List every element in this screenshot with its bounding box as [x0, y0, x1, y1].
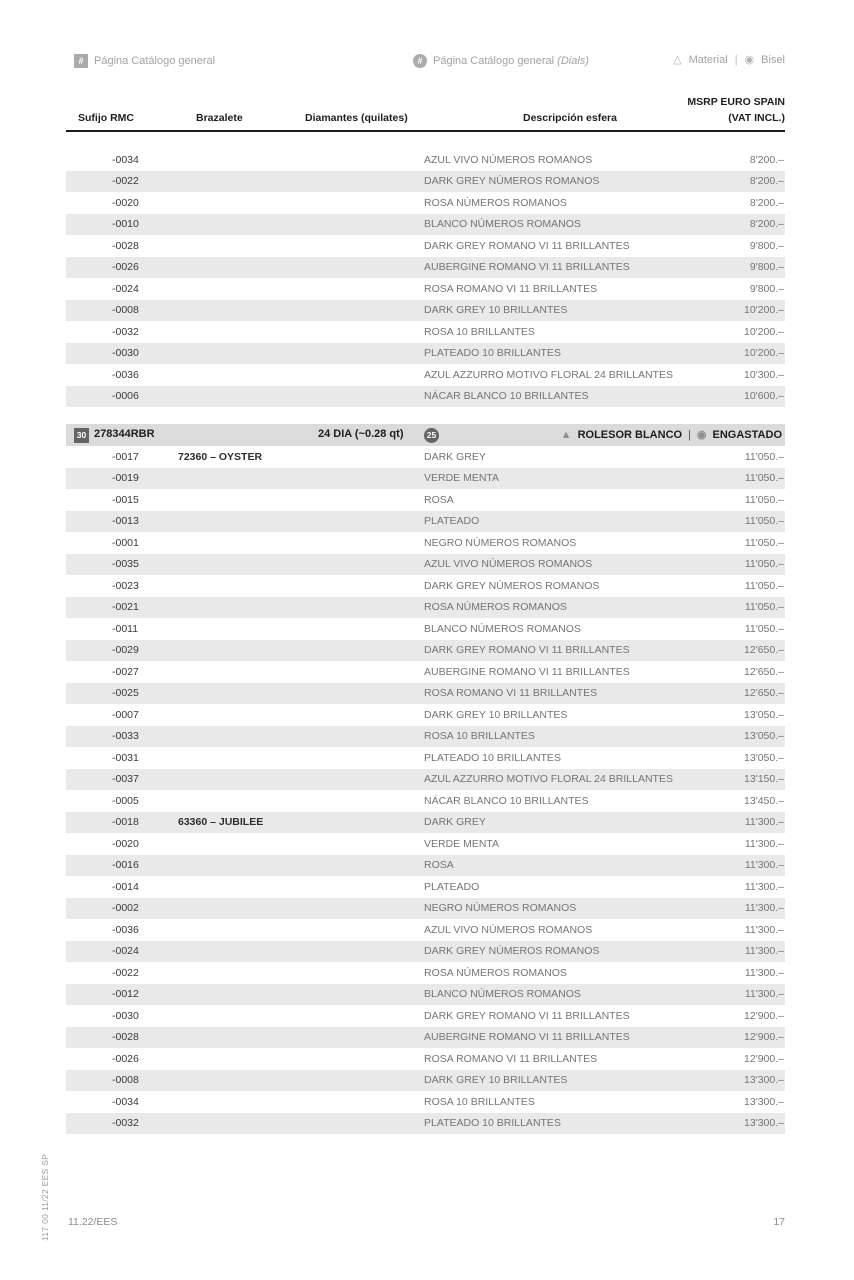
cell-dial: BLANCO NÚMEROS ROMANOS — [424, 218, 581, 231]
side-print-code: 117 00 11/22 EES SP — [40, 1153, 50, 1241]
cell-suffix: -0011 — [112, 622, 139, 635]
cell-suffix: -0016 — [112, 859, 139, 872]
cell-suffix: -0018 — [112, 816, 139, 829]
table-row — [66, 661, 785, 683]
cell-suffix: -0008 — [112, 1074, 139, 1087]
cell-dial: ROSA 10 BRILLANTES — [424, 1095, 535, 1108]
cell-price: 8'200.– — [749, 153, 784, 166]
cell-dial: PLATEADO 10 BRILLANTES — [424, 1117, 561, 1130]
table-row — [66, 1027, 785, 1049]
table-row — [66, 1070, 785, 1092]
table-row — [66, 618, 785, 640]
table-row — [66, 489, 785, 511]
table-row — [66, 192, 785, 214]
table-row — [66, 919, 785, 941]
table-row — [66, 511, 785, 533]
section-material-bezel — [561, 424, 782, 446]
cell-suffix: -0030 — [112, 347, 139, 360]
table-row — [66, 343, 785, 365]
bezel-value: ENGASTADO — [712, 429, 782, 441]
table-row — [66, 941, 785, 963]
cell-price: 11'050.– — [744, 515, 784, 528]
cell-dial: PLATEADO — [424, 515, 480, 528]
material-value: ROLESOR BLANCO — [577, 429, 683, 441]
cell-suffix: -0012 — [112, 988, 139, 1001]
table-row — [66, 321, 785, 343]
column-header-price-line1: MSRP EURO SPAIN — [687, 96, 785, 108]
table-body — [66, 149, 785, 1134]
cell-dial: DARK GREY — [424, 450, 486, 463]
cell-dial: BLANCO NÚMEROS ROMANOS — [424, 988, 581, 1001]
cell-price: 11'300.– — [744, 880, 784, 893]
cell-dial: NÁCAR BLANCO 10 BRILLANTES — [424, 390, 589, 403]
cell-suffix: -0028 — [112, 239, 139, 252]
cell-dial: PLATEADO 10 BRILLANTES — [424, 347, 561, 360]
table-row — [66, 876, 785, 898]
table-row — [66, 278, 785, 300]
material-legend-label: Material — [688, 54, 728, 66]
cell-dial: VERDE MENTA — [424, 472, 500, 485]
cell-suffix: -0006 — [112, 390, 139, 403]
legend-separator: | — [734, 54, 738, 66]
table-row — [66, 1091, 785, 1113]
page-header — [0, 54, 854, 72]
cell-dial: DARK GREY 10 BRILLANTES — [424, 304, 568, 317]
table-row — [66, 747, 785, 769]
cell-dial: ROSA ROMANO VI 11 BRILLANTES — [424, 1052, 598, 1065]
cell-suffix: -0037 — [112, 773, 139, 786]
table-row — [66, 704, 785, 726]
cell-price: 13'450.– — [744, 794, 784, 807]
cell-dial: DARK GREY NÚMEROS ROMANOS — [424, 579, 600, 592]
cell-dial: ROSA 10 BRILLANTES — [424, 730, 535, 743]
cell-suffix: -0031 — [112, 751, 139, 764]
cell-dial: ROSA — [424, 859, 454, 872]
column-header-bracelet: Brazalete — [196, 112, 243, 124]
cell-dial: AUBERGINE ROMANO VI 11 BRILLANTES — [424, 261, 630, 274]
cell-price: 13'300.– — [744, 1095, 784, 1108]
cell-suffix: -0024 — [112, 282, 139, 295]
cell-dial: ROSA 10 BRILLANTES — [424, 325, 535, 338]
table-row — [66, 446, 785, 468]
cell-dial: DARK GREY ROMANO VI 11 BRILLANTES — [424, 239, 630, 252]
cell-price: 9'800.– — [749, 282, 784, 295]
cell-suffix: -0036 — [112, 923, 139, 936]
cell-suffix: -0027 — [112, 665, 139, 678]
cell-dial: PLATEADO 10 BRILLANTES — [424, 751, 561, 764]
cell-price: 8'200.– — [749, 196, 784, 209]
cell-suffix: -0026 — [112, 261, 139, 274]
reference-number: 278344RBR — [94, 428, 155, 440]
cell-dial: NÁCAR BLANCO 10 BRILLANTES — [424, 794, 589, 807]
table-row — [66, 214, 785, 236]
cell-price: 11'050.– — [744, 450, 784, 463]
cell-price: 10'200.– — [744, 325, 784, 338]
cell-suffix: -0026 — [112, 1052, 139, 1065]
bezel-legend-label: Bisel — [761, 54, 785, 66]
cell-dial: AUBERGINE ROMANO VI 11 BRILLANTES — [424, 1031, 630, 1044]
table-header — [66, 90, 785, 130]
header-left-group — [74, 54, 215, 68]
section-header-row — [66, 424, 785, 446]
cell-price: 12'650.– — [744, 687, 784, 700]
table-row — [66, 171, 785, 193]
cell-price: 11'050.– — [744, 579, 784, 592]
edition-code: 11.22/EES — [68, 1216, 118, 1228]
model-count-badge: 30 — [74, 428, 89, 443]
cell-dial: DARK GREY NÚMEROS ROMANOS — [424, 175, 600, 188]
cell-price: 8'200.– — [749, 175, 784, 188]
cell-price: 13'300.– — [744, 1117, 784, 1130]
cell-price: 9'800.– — [749, 239, 784, 252]
cell-price: 11'050.– — [744, 601, 784, 614]
cell-dial: AZUL VIVO NÚMEROS ROMANOS — [424, 558, 593, 571]
cell-suffix: -0036 — [112, 368, 139, 381]
cell-suffix: -0019 — [112, 472, 139, 485]
table-row — [66, 962, 785, 984]
cell-suffix: -0017 — [112, 450, 139, 463]
cell-suffix: -0020 — [112, 196, 139, 209]
table-row — [66, 855, 785, 877]
cell-dial: AZUL VIVO NÚMEROS ROMANOS — [424, 153, 593, 166]
page-number: 17 — [773, 1216, 785, 1228]
cell-price: 11'300.– — [744, 816, 784, 829]
header-rule — [66, 130, 785, 132]
table-row — [66, 532, 785, 554]
table-row — [66, 812, 785, 834]
table-row — [66, 898, 785, 920]
header-right-group — [673, 54, 785, 66]
section-separator: | — [688, 429, 691, 441]
table-row — [66, 1048, 785, 1070]
cell-dial: DARK GREY ROMANO VI 11 BRILLANTES — [424, 1009, 630, 1022]
table-row — [66, 468, 785, 490]
cell-price: 11'300.– — [744, 988, 784, 1001]
cell-suffix: -0013 — [112, 515, 139, 528]
table-row — [66, 235, 785, 257]
cell-bracelet: 63360 – JUBILEE — [178, 816, 264, 829]
diamonds-spec: 24 DIA (~0.28 qt) — [318, 428, 404, 440]
cell-suffix: -0020 — [112, 837, 139, 850]
cell-dial: DARK GREY — [424, 816, 486, 829]
table-row — [66, 597, 785, 619]
cell-suffix: -0029 — [112, 644, 139, 657]
cell-dial: AZUL AZZURRO MOTIVO FLORAL 24 BRILLANTES — [424, 773, 673, 786]
cell-price: 10'200.– — [744, 347, 784, 360]
table-row — [66, 1005, 785, 1027]
header-center-group — [413, 54, 589, 68]
cell-dial: DARK GREY ROMANO VI 11 BRILLANTES — [424, 644, 630, 657]
cell-dial: DARK GREY 10 BRILLANTES — [424, 1074, 568, 1087]
cell-suffix: -0022 — [112, 175, 139, 188]
table-row — [66, 769, 785, 791]
cell-suffix: -0005 — [112, 794, 139, 807]
cell-suffix: -0007 — [112, 708, 139, 721]
hash-square-icon: # — [74, 54, 88, 68]
cell-suffix: -0034 — [112, 153, 139, 166]
cell-price: 11'300.– — [744, 859, 784, 872]
cell-suffix: -0024 — [112, 945, 139, 958]
cell-price: 11'050.– — [744, 493, 784, 506]
cell-price: 10'300.– — [744, 368, 784, 381]
table-row — [66, 790, 785, 812]
cell-suffix: -0034 — [112, 1095, 139, 1108]
cell-price: 13'050.– — [744, 708, 784, 721]
cell-price: 11'050.– — [744, 622, 784, 635]
table-row — [66, 984, 785, 1006]
cell-dial: NEGRO NÚMEROS ROMANOS — [424, 536, 577, 549]
cell-suffix: -0022 — [112, 966, 139, 979]
cell-price: 11'300.– — [744, 902, 784, 915]
table-row — [66, 640, 785, 662]
cell-suffix: -0033 — [112, 730, 139, 743]
cell-price: 11'300.– — [744, 966, 784, 979]
table-row — [66, 683, 785, 705]
cell-dial: NEGRO NÚMEROS ROMANOS — [424, 902, 577, 915]
cell-price: 13'050.– — [744, 751, 784, 764]
table-row — [66, 575, 785, 597]
cell-dial: BLANCO NÚMEROS ROMANOS — [424, 622, 581, 635]
table-row — [66, 833, 785, 855]
table-row — [66, 300, 785, 322]
table-row — [66, 149, 785, 171]
bezel-icon: ◉ — [696, 428, 707, 441]
column-header-dial: Descripción esfera — [523, 112, 617, 124]
cell-price: 13'150.– — [744, 773, 784, 786]
cell-dial: VERDE MENTA — [424, 837, 500, 850]
cell-price: 13'300.– — [744, 1074, 784, 1087]
header-center-label-suffix: (Dials) — [557, 55, 589, 67]
cell-price: 12'900.– — [744, 1009, 784, 1022]
cell-suffix: -0010 — [112, 218, 139, 231]
cell-suffix: -0023 — [112, 579, 139, 592]
column-header-price-line2: (VAT INCL.) — [728, 112, 785, 124]
cell-price: 12'900.– — [744, 1031, 784, 1044]
cell-dial: AZUL VIVO NÚMEROS ROMANOS — [424, 923, 593, 936]
cell-suffix: -0015 — [112, 493, 139, 506]
cell-price: 11'050.– — [744, 558, 784, 571]
header-left-label: Página Catálogo general — [94, 55, 216, 67]
cell-price: 11'050.– — [744, 536, 784, 549]
cell-dial: AZUL AZZURRO MOTIVO FLORAL 24 BRILLANTES — [424, 368, 673, 381]
column-header-suffix: Sufijo RMC — [78, 112, 134, 124]
cell-dial: PLATEADO — [424, 880, 480, 893]
cell-dial: ROSA ROMANO VI 11 BRILLANTES — [424, 282, 598, 295]
cell-suffix: -0008 — [112, 304, 139, 317]
cell-price: 12'650.– — [744, 644, 784, 657]
cell-dial: ROSA NÚMEROS ROMANOS — [424, 601, 567, 614]
hash-circle-icon: # — [413, 54, 427, 68]
cell-suffix: -0001 — [112, 536, 139, 549]
cell-suffix: -0021 — [112, 601, 139, 614]
cell-suffix: -0035 — [112, 558, 139, 571]
cell-dial: AUBERGINE ROMANO VI 11 BRILLANTES — [424, 665, 630, 678]
cell-suffix: -0032 — [112, 325, 139, 338]
table-row — [66, 364, 785, 386]
cell-dial: ROSA NÚMEROS ROMANOS — [424, 966, 567, 979]
cell-suffix: -0032 — [112, 1117, 139, 1130]
cell-price: 12'900.– — [744, 1052, 784, 1065]
cell-price: 11'300.– — [744, 837, 784, 850]
cell-dial: DARK GREY 10 BRILLANTES — [424, 708, 568, 721]
cell-price: 10'600.– — [744, 390, 784, 403]
table-row — [66, 386, 785, 408]
cell-price: 12'650.– — [744, 665, 784, 678]
cell-suffix: -0028 — [112, 1031, 139, 1044]
table-row — [66, 257, 785, 279]
header-center-label: Página Catálogo general (Dials) — [433, 55, 589, 67]
cell-dial: ROSA — [424, 493, 454, 506]
table-row — [66, 1113, 785, 1135]
table-row — [66, 726, 785, 748]
cell-suffix: -0030 — [112, 1009, 139, 1022]
cell-suffix: -0025 — [112, 687, 139, 700]
cell-price: 11'300.– — [744, 923, 784, 936]
cell-dial: ROSA ROMANO VI 11 BRILLANTES — [424, 687, 598, 700]
dial-count-badge: 25 — [424, 428, 439, 443]
fisheye-icon: ◉ — [744, 53, 755, 66]
material-icon: ▲ — [560, 428, 572, 441]
cell-price: 10'200.– — [744, 304, 784, 317]
cell-suffix: -0002 — [112, 902, 139, 915]
cell-dial: ROSA NÚMEROS ROMANOS — [424, 196, 567, 209]
cell-dial: DARK GREY NÚMEROS ROMANOS — [424, 945, 600, 958]
cell-bracelet: 72360 – OYSTER — [178, 450, 263, 463]
cell-price: 11'300.– — [744, 945, 784, 958]
triangle-icon: △ — [673, 53, 682, 66]
cell-price: 13'050.– — [744, 730, 784, 743]
cell-price: 8'200.– — [749, 218, 784, 231]
table-row — [66, 554, 785, 576]
cell-price: 11'050.– — [744, 472, 784, 485]
cell-price: 9'800.– — [749, 261, 784, 274]
column-header-diamonds: Diamantes (quilates) — [305, 112, 408, 124]
cell-suffix: -0014 — [112, 880, 139, 893]
